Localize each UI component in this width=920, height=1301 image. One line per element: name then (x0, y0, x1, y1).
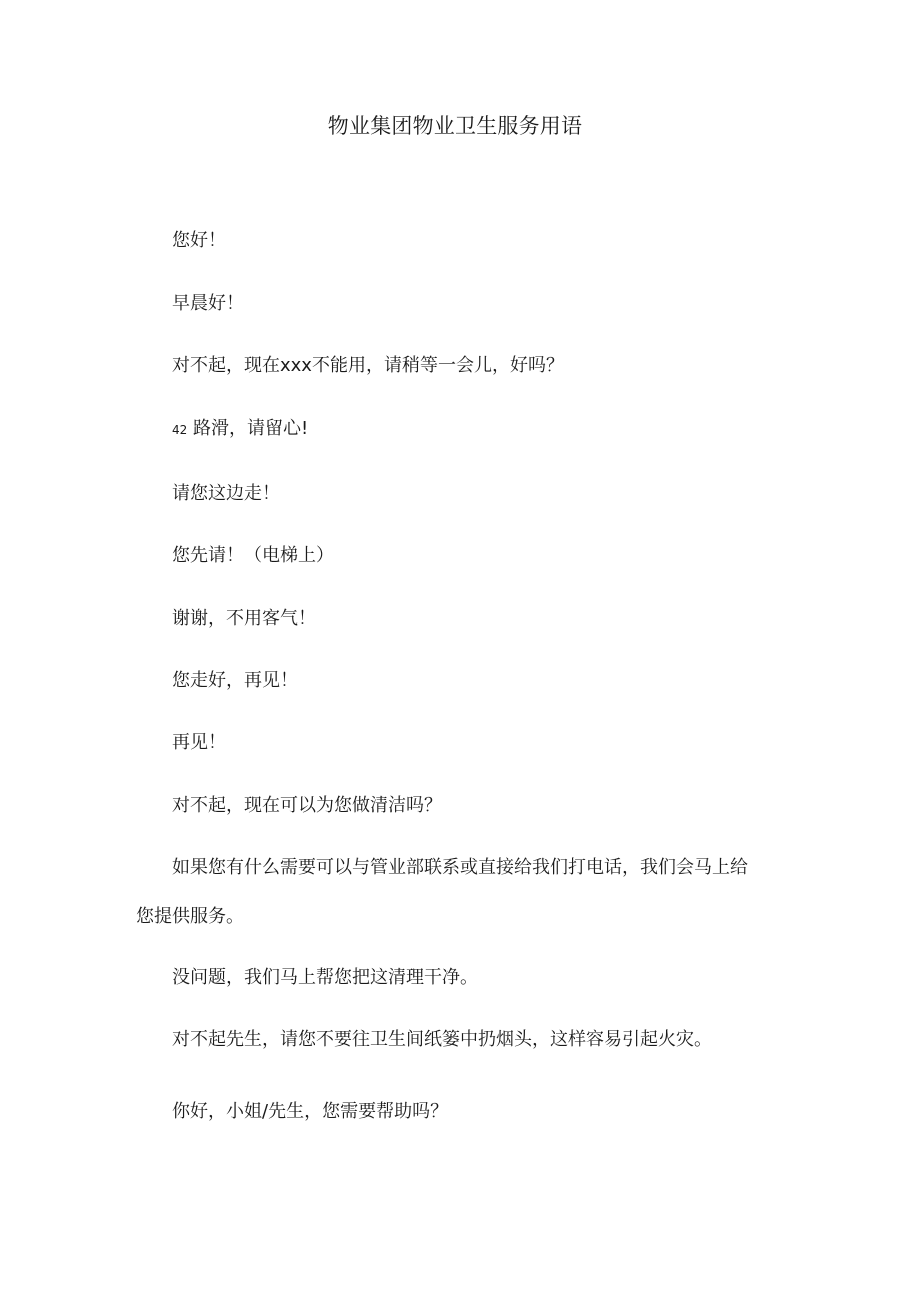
phrase-line-8: 您走好，再见！ (172, 670, 298, 691)
phrase-line-11: 如果您有什么需要可以与管业部联系或直接给我们打电话，我们会马上给 (172, 857, 748, 878)
phrase-line-4-text: 路滑，请留心! (193, 418, 309, 439)
phrase-line-4 (172, 416, 308, 443)
phrase-line-5: 请您这边走！ (172, 483, 280, 504)
document-title: 物业集团物业卫生服务用语 (327, 114, 583, 138)
phrase-line-6: 您先请！（电梯上） (172, 545, 334, 566)
phrase-line-11-continuation: 您提供服务。 (136, 906, 244, 927)
phrase-line-3: 对不起，现在xxx不能用，请稍等一会儿，好吗？ (172, 355, 564, 376)
phrase-line-10: 对不起，现在可以为您做清洁吗？ (172, 795, 442, 816)
phrase-line-4-number: 42 (172, 423, 188, 437)
phrase-line-14: 你好，小姐/先生，您需要帮助吗？ (172, 1101, 449, 1122)
phrase-line-9: 再见！ (172, 732, 226, 753)
phrase-line-13: 对不起先生，请您不要往卫生间纸篓中扔烟头，这样容易引起火灾。 (172, 1029, 712, 1050)
phrase-line-1: 您好！ (172, 230, 226, 251)
phrase-line-12: 没问题，我们马上帮您把这清理干净。 (172, 967, 478, 988)
phrase-line-2: 早晨好！ (172, 293, 244, 314)
phrase-line-7: 谢谢，不用客气！ (172, 608, 316, 629)
